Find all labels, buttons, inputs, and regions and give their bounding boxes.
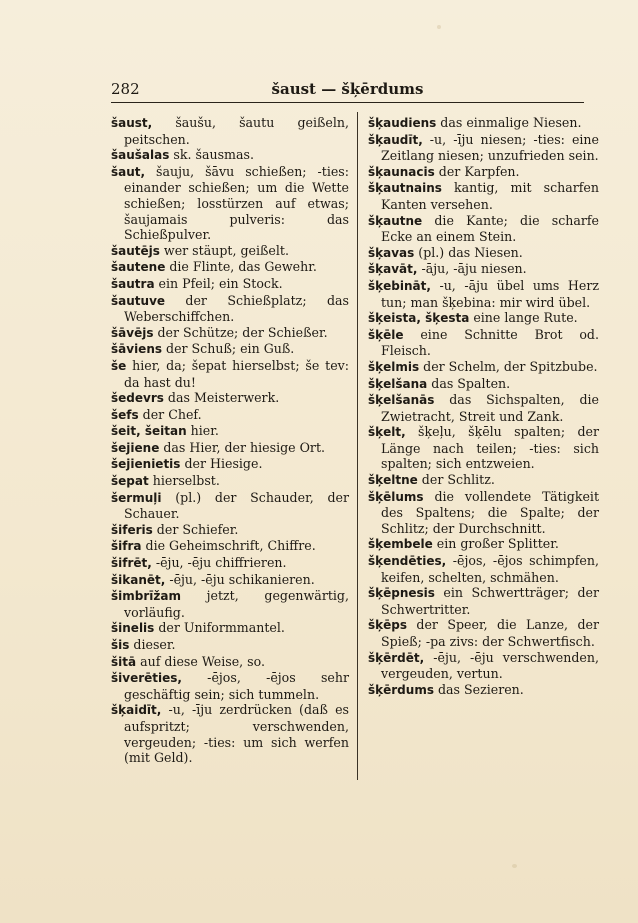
entry-headword: šautra bbox=[111, 276, 155, 291]
entry-definition: wer stäupt, geißelt. bbox=[159, 242, 289, 258]
entry-headword: šejiene bbox=[111, 440, 160, 455]
paper-stain bbox=[437, 25, 441, 29]
entry-definition: die Geheimschrift, Chiffre. bbox=[141, 538, 316, 554]
page-header bbox=[111, 80, 584, 102]
entry-headword: še bbox=[111, 358, 127, 373]
entry-definition: -ēju, -ēju verschwenden, vergeuden, vertun. bbox=[381, 649, 599, 682]
entry-definition: (pl.) das Niesen. bbox=[414, 244, 523, 260]
dictionary-entry bbox=[368, 553, 599, 585]
dictionary-entry bbox=[111, 572, 349, 589]
entry-definition: das einmalige Niesen. bbox=[436, 115, 582, 130]
dictionary-entry bbox=[111, 538, 349, 555]
entry-definition: hier, da; šepat hierselbst; še tev: da hast du! bbox=[124, 357, 349, 390]
dictionary-entry bbox=[111, 588, 349, 620]
entry-headword: šefs bbox=[111, 407, 139, 422]
dictionary-entry bbox=[368, 180, 599, 212]
entry-definition: der Schiefer. bbox=[152, 521, 239, 537]
dictionary-entry bbox=[111, 440, 349, 457]
entry-definition: eine Schnitte Brot od. Fleisch. bbox=[381, 326, 599, 359]
entry-definition: -āju, -āju niesen. bbox=[417, 261, 527, 277]
entry-definition: der Schuß; ein Guß. bbox=[162, 341, 295, 357]
dictionary-entry bbox=[111, 456, 349, 473]
entry-definition: der Chef. bbox=[138, 406, 202, 422]
dictionary-entry bbox=[368, 617, 599, 649]
entry-headword: šķautne bbox=[368, 213, 423, 228]
entry-definition: der Uniformmantel. bbox=[154, 620, 285, 636]
entry-definition: jetzt, gegenwärtig, vorläufig. bbox=[124, 588, 349, 620]
dictionary-entry bbox=[111, 522, 349, 539]
entry-definition: sk. šausmas. bbox=[169, 147, 254, 163]
dictionary-entry bbox=[111, 407, 349, 424]
entry-definition: das Spalten. bbox=[427, 375, 511, 391]
dictionary-entry bbox=[368, 132, 599, 164]
dictionary-entry bbox=[111, 243, 349, 260]
dictionary-entry bbox=[368, 261, 599, 278]
entry-headword: šautuve bbox=[111, 293, 166, 308]
dictionary-entry bbox=[368, 650, 599, 682]
entry-headword: šiferis bbox=[111, 522, 153, 537]
entry-definition: das Sichspalten, die Zwietracht, Streit und Zank. bbox=[381, 392, 599, 424]
entry-definition: šauju, šāvu schießen; -ties: einander schießen; um die Wette schießen; losstürzen auf etwas; šaujamais pulveris: das Schießpulver. bbox=[124, 163, 349, 243]
entry-headword: šaušalas bbox=[111, 148, 170, 163]
entry-headword: šķērdēt, bbox=[368, 650, 425, 665]
entry-headword: šķelšanās bbox=[368, 393, 435, 408]
dictionary-entry bbox=[368, 585, 599, 617]
dictionary-entry bbox=[111, 325, 349, 342]
entry-definition: die vollendete Tätigkeit des Spaltens; die Spalte; der Schlitz; der Durchschnitt. bbox=[381, 488, 599, 536]
dictionary-entry bbox=[111, 670, 349, 702]
entry-headword: šķēlums bbox=[368, 489, 424, 504]
entry-headword: šiverēties, bbox=[111, 671, 182, 686]
entry-headword: šķelt, bbox=[368, 425, 406, 440]
entry-definition: -ēju, -ēju chiffrieren. bbox=[151, 555, 287, 571]
dictionary-entry bbox=[111, 490, 349, 522]
entry-definition: der Speer, die Lanze, der Spieß; -pa zivs: der Schwertfisch. bbox=[381, 617, 599, 649]
entry-definition: -u, -āju übel ums Herz tun; man šķebina: mir wird übel. bbox=[381, 277, 599, 310]
entry-headword: šepat bbox=[111, 474, 149, 489]
entry-headword: šķēps bbox=[368, 618, 407, 633]
entry-definition: das Hier, der hiesige Ort. bbox=[159, 439, 326, 455]
dictionary-entry bbox=[111, 115, 349, 147]
dictionary-entry bbox=[111, 473, 349, 490]
entry-headword: šķeista, šķesta bbox=[368, 311, 470, 326]
right-column bbox=[368, 115, 599, 698]
dictionary-entry bbox=[111, 620, 349, 637]
dictionary-entry bbox=[368, 472, 599, 489]
dictionary-entry bbox=[368, 682, 599, 699]
entry-definition: ein Schwertträger; der Schwertritter. bbox=[381, 585, 599, 617]
dictionary-entry bbox=[111, 147, 349, 164]
entry-headword: šermuļi bbox=[111, 490, 162, 505]
entry-headword: šķautnains bbox=[368, 181, 442, 196]
running-head: šaust — šķērdums bbox=[271, 80, 424, 98]
dictionary-entry bbox=[368, 536, 599, 553]
dictionary-entry bbox=[368, 327, 599, 359]
left-column bbox=[111, 115, 349, 766]
entry-definition: der Schütze; der Schießer. bbox=[153, 324, 328, 340]
entry-headword: šķelmis bbox=[368, 359, 420, 374]
entry-definition: auf diese Weise, so. bbox=[136, 653, 265, 669]
dictionary-entry bbox=[368, 213, 599, 245]
entry-headword: šāvējs bbox=[111, 325, 154, 340]
dictionary-entry bbox=[111, 654, 349, 671]
entry-headword: šitā bbox=[111, 654, 137, 669]
entry-definition: ein Pfeil; ein Stock. bbox=[154, 275, 283, 291]
column-divider bbox=[357, 112, 358, 780]
entry-headword: šķērdums bbox=[368, 682, 434, 697]
dictionary-entry bbox=[111, 358, 349, 390]
entry-headword: šinelis bbox=[111, 621, 155, 636]
entry-headword: šķaidīt, bbox=[111, 703, 162, 718]
dictionary-entry bbox=[368, 164, 599, 181]
entry-headword: šis bbox=[111, 638, 130, 652]
entry-definition: -ējos, -ējos schimpfen, keifen, schelten, schmähen. bbox=[381, 553, 599, 585]
entry-definition: šķeļu, šķēlu spalten; der Länge nach teilen; -ties: sich spalten; sich entzweien. bbox=[381, 424, 599, 472]
entry-definition: die Kante; die scharfe Ecke an einem Stein. bbox=[381, 212, 599, 245]
dictionary-entry bbox=[368, 489, 599, 537]
entry-headword: šimbrīžam bbox=[111, 589, 181, 604]
entry-headword: šifra bbox=[111, 539, 142, 554]
entry-headword: šķaudīt, bbox=[368, 132, 423, 147]
entry-definition: hierselbst. bbox=[148, 473, 220, 489]
entry-definition: -ēju, -ēju schikanieren. bbox=[165, 571, 315, 587]
dictionary-entry bbox=[111, 390, 349, 407]
entry-definition: der Schelm, der Spitzbube. bbox=[419, 358, 598, 374]
dictionary-entry bbox=[111, 637, 349, 654]
dictionary-entry bbox=[111, 555, 349, 572]
entry-definition: eine lange Rute. bbox=[469, 310, 578, 326]
entry-definition: der Schießplatz; das Weberschiffchen. bbox=[124, 292, 349, 325]
entry-headword: šautene bbox=[111, 260, 166, 275]
dictionary-entry bbox=[111, 341, 349, 358]
entry-headword: šķavas bbox=[368, 245, 415, 260]
entry-headword: šeit, šeitan bbox=[111, 424, 187, 439]
entry-definition: der Schlitz. bbox=[417, 472, 495, 488]
entry-headword: šķeltne bbox=[368, 473, 418, 488]
entry-definition: -ējos, -ējos sehr geschäftig sein; sich tummeln. bbox=[124, 670, 349, 702]
entry-headword: šaust, bbox=[111, 116, 153, 130]
entry-headword: šikanēt, bbox=[111, 572, 166, 587]
dictionary-entry bbox=[111, 293, 349, 325]
entry-definition: -u, -īju zerdrücken (daß es aufspritzt; verschwenden, vergeuden; -ties: um sich werfen (mit Geld). bbox=[124, 702, 349, 766]
entry-headword: šķavāt, bbox=[368, 262, 418, 277]
entry-headword: šaut, bbox=[111, 164, 146, 179]
entry-headword: šedevrs bbox=[111, 391, 164, 406]
entry-definition: hier. bbox=[186, 423, 219, 439]
dictionary-entry bbox=[111, 276, 349, 293]
entry-definition: die Flinte, das Gewehr. bbox=[165, 259, 317, 275]
dictionary-entry bbox=[368, 245, 599, 262]
entry-headword: šautējs bbox=[111, 243, 160, 258]
entry-definition: dieser. bbox=[129, 637, 176, 652]
dictionary-entry bbox=[368, 392, 599, 424]
entry-definition: das Sezieren. bbox=[433, 681, 524, 697]
dictionary-entry bbox=[368, 115, 599, 132]
entry-headword: šāviens bbox=[111, 342, 162, 357]
dictionary-entry bbox=[111, 423, 349, 440]
header-rule bbox=[111, 102, 584, 103]
entry-headword: šķembele bbox=[368, 537, 433, 552]
page-number: 282 bbox=[111, 80, 140, 98]
dictionary-entry bbox=[368, 310, 599, 327]
entry-headword: šķaudiens bbox=[368, 116, 437, 130]
entry-definition: kantig, mit scharfen Kanten versehen. bbox=[381, 180, 599, 212]
dictionary-entry bbox=[368, 376, 599, 393]
entry-definition: -u, -īju niesen; -ties: eine Zeitlang niesen; unzufrieden sein. bbox=[381, 131, 599, 164]
dictionary-entry bbox=[111, 164, 349, 243]
entry-headword: šķēle bbox=[368, 327, 404, 342]
paper-stain bbox=[512, 864, 517, 868]
entry-definition: der Hiesige. bbox=[180, 456, 263, 472]
dictionary-entry bbox=[368, 424, 599, 472]
entry-headword: šejienietis bbox=[111, 457, 181, 472]
dictionary-entry bbox=[368, 278, 599, 310]
entry-definition: (pl.) der Schauder, der Schauer. bbox=[124, 489, 349, 522]
entry-headword: šķebināt, bbox=[368, 278, 431, 293]
entry-definition: ein großer Splitter. bbox=[432, 536, 559, 552]
entry-headword: šķendēties, bbox=[368, 554, 447, 569]
entry-headword: šķaunacis bbox=[368, 164, 435, 179]
dictionary-entry bbox=[111, 702, 349, 765]
entry-headword: šifrēt, bbox=[111, 556, 152, 571]
entry-definition: šaušu, šautu geißeln, peitschen. bbox=[124, 115, 349, 147]
dictionary-entry bbox=[111, 259, 349, 276]
entry-headword: šķelšana bbox=[368, 376, 428, 391]
entry-definition: das Meisterwerk. bbox=[163, 390, 280, 406]
dictionary-entry bbox=[368, 359, 599, 376]
entry-definition: der Karpfen. bbox=[434, 163, 520, 179]
entry-headword: šķēpnesis bbox=[368, 586, 435, 601]
